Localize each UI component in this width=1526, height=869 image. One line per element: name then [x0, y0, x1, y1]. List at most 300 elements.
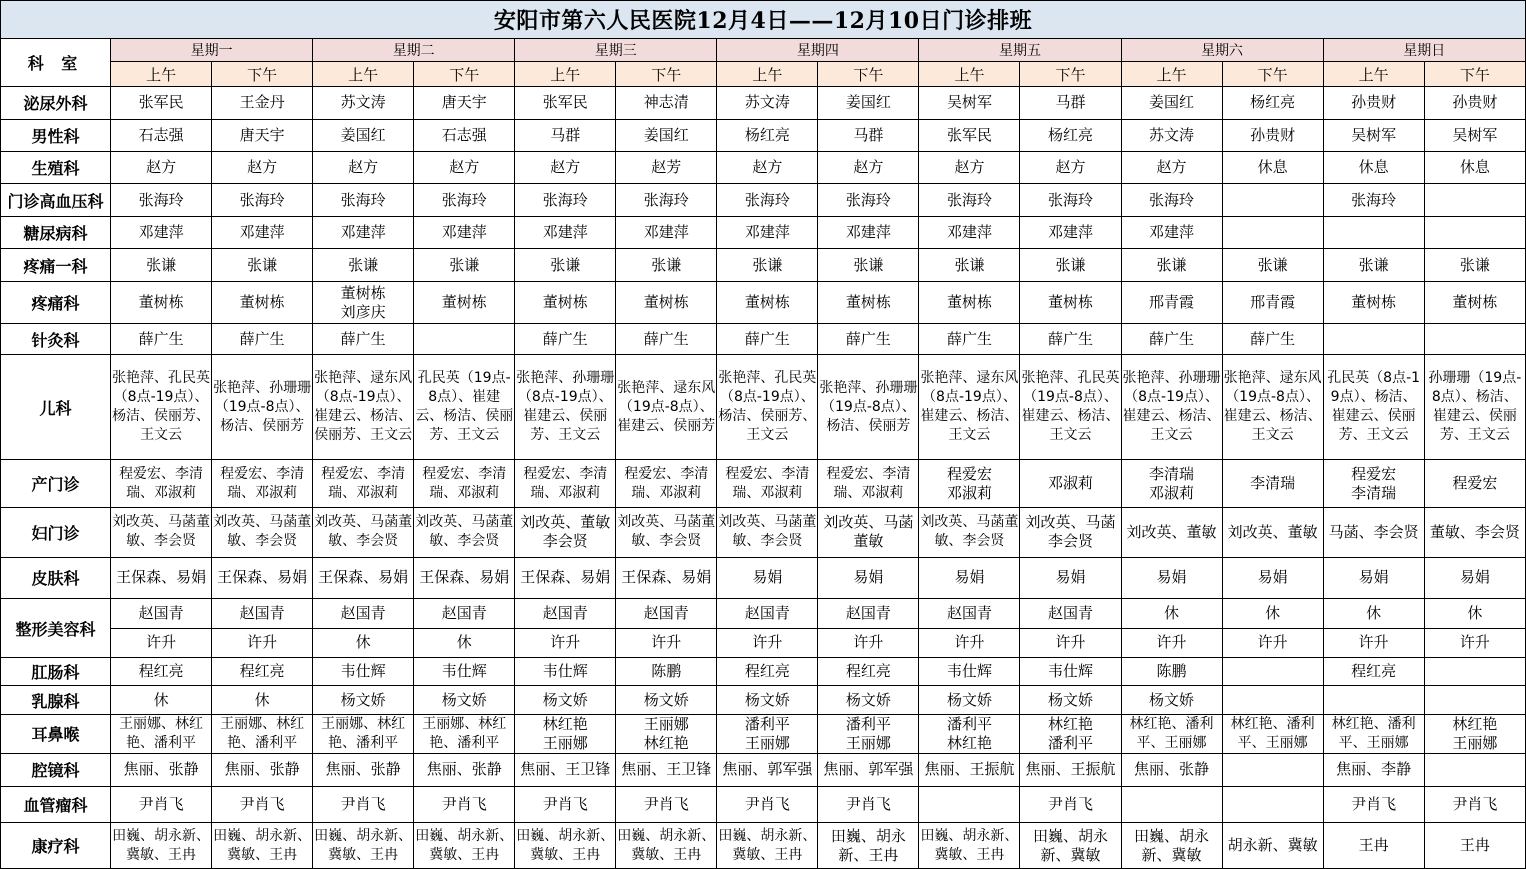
- schedule-cell: 薛广生: [111, 324, 212, 354]
- schedule-cell: 赵方: [111, 152, 212, 184]
- schedule-cell: [1424, 657, 1525, 685]
- schedule-cell: 张海玲: [515, 184, 616, 216]
- schedule-cell: 董树栋: [1020, 281, 1121, 324]
- schedule-cell: 赵方: [515, 152, 616, 184]
- am-header: 上午: [1121, 61, 1222, 86]
- schedule-cell: 程红亮: [818, 657, 919, 685]
- schedule-cell: 董树栋: [717, 281, 818, 324]
- schedule-cell: 许升: [212, 628, 313, 657]
- am-header: 上午: [919, 61, 1020, 86]
- title-row: [1, 1, 1526, 39]
- schedule-cell: 张海玲: [1020, 184, 1121, 216]
- schedule-cell: 邓建萍: [1121, 216, 1222, 248]
- schedule-cell: 薛广生: [919, 324, 1020, 354]
- schedule-cell: 邓建萍: [919, 216, 1020, 248]
- schedule-cell: 焦丽、王振航: [1020, 754, 1121, 786]
- schedule-cell: 潘利平 王丽娜: [818, 714, 919, 754]
- schedule-cell: 王金丹: [212, 87, 313, 119]
- schedule-cell: 姜国红: [313, 119, 414, 151]
- schedule-cell: 孔民英（19点-8点）、崔建云、杨洁、侯丽芳、王文云: [414, 354, 515, 459]
- schedule-cell: 许升: [515, 628, 616, 657]
- am-header: 上午: [717, 61, 818, 86]
- schedule-cell: [1424, 216, 1525, 248]
- schedule-cell: 焦丽、张静: [111, 754, 212, 786]
- schedule-cell: 许升: [1424, 628, 1525, 657]
- schedule-cell: 张艳萍、孙珊珊（19点-8点）、杨洁、侯丽芳: [212, 354, 313, 459]
- schedule-cell: 焦丽、王卫锋: [515, 754, 616, 786]
- am-header: 上午: [1323, 61, 1424, 86]
- schedule-cell: 尹肖飞: [818, 786, 919, 823]
- schedule-cell: 田巍、胡永新、冀敏、王冉: [212, 823, 313, 869]
- schedule-cell: [1323, 686, 1424, 714]
- schedule-cell: 张艳萍、逯东风（8点-19点）、崔建云、杨洁、侯丽芳、王文云: [313, 354, 414, 459]
- schedule-cell: 焦丽、郭军强: [818, 754, 919, 786]
- schedule-cell: 刘改英、马菡董敏、李会贤: [919, 507, 1020, 557]
- schedule-cell: 韦仕辉: [515, 657, 616, 685]
- schedule-cell: 易娟: [818, 557, 919, 599]
- day-header: 星期二: [313, 38, 515, 61]
- schedule-cell: 张谦: [616, 249, 717, 281]
- schedule-cell: 程爱宏: [1424, 460, 1525, 508]
- schedule-cell: 张军民: [111, 87, 212, 119]
- schedule-cell: 董树栋: [919, 281, 1020, 324]
- schedule-cell: 刘改英、董敏李会贤: [515, 507, 616, 557]
- schedule-cell: 焦丽、王卫锋: [616, 754, 717, 786]
- schedule-row: [1, 184, 1526, 216]
- schedule-cell: 姜国红: [616, 119, 717, 151]
- schedule-cell: 王丽娜、林红艳、潘利平: [313, 714, 414, 754]
- schedule-cell: 休: [414, 628, 515, 657]
- schedule-cell: 董树栋: [515, 281, 616, 324]
- schedule-cell: 韦仕辉: [1020, 657, 1121, 685]
- schedule-cell: 王丽娜、林红艳、潘利平: [111, 714, 212, 754]
- schedule-cell: 董树栋: [1323, 281, 1424, 324]
- schedule-row: [1, 786, 1526, 823]
- schedule-cell: 邓建萍: [717, 216, 818, 248]
- schedule-cell: 张艳萍、逯东风（19点-8点）、崔建云、杨洁、王文云: [1222, 354, 1323, 459]
- schedule-cell: 韦仕辉: [313, 657, 414, 685]
- schedule-cell: 程红亮: [717, 657, 818, 685]
- schedule-cell: 赵国青: [818, 599, 919, 628]
- schedule-cell: 薛广生: [515, 324, 616, 354]
- dept-name: 泌尿外科: [1, 87, 111, 119]
- dept-name: 腔镜科: [1, 754, 111, 786]
- schedule-cell: 王冉: [1424, 823, 1525, 869]
- schedule-cell: [1424, 754, 1525, 786]
- dept-name: 男性科: [1, 119, 111, 151]
- schedule-cell: 薛广生: [818, 324, 919, 354]
- schedule-cell: 程爱宏、李清瑞、邓淑莉: [717, 460, 818, 508]
- schedule-cell: 姜国红: [818, 87, 919, 119]
- schedule-row: [1, 628, 1526, 657]
- schedule-cell: 邓建萍: [111, 216, 212, 248]
- schedule-cell: [1222, 754, 1323, 786]
- schedule-cell: 焦丽、张静: [414, 754, 515, 786]
- day-header: 星期六: [1121, 38, 1323, 61]
- schedule-cell: 王丽娜、林红艳、潘利平: [414, 714, 515, 754]
- schedule-cell: 刘改英、马菡董敏、李会贤: [616, 507, 717, 557]
- schedule-cell: 程爱宏 李清瑞: [1323, 460, 1424, 508]
- schedule-cell: 田巍、胡永新、冀敏、王冉: [313, 823, 414, 869]
- schedule-cell: 尹肖飞: [1020, 786, 1121, 823]
- schedule-cell: 薛广生: [313, 324, 414, 354]
- schedule-cell: 休: [1424, 599, 1525, 628]
- schedule-row: [1, 119, 1526, 151]
- schedule-cell: 陈鹏: [1121, 657, 1222, 685]
- schedule-row: [1, 324, 1526, 354]
- schedule-cell: 张海玲: [717, 184, 818, 216]
- schedule-cell: 刘改英、马菡董敏、李会贤: [111, 507, 212, 557]
- schedule-cell: 许升: [1323, 628, 1424, 657]
- schedule-cell: 王保森、易娟: [313, 557, 414, 599]
- schedule-row: [1, 599, 1526, 628]
- schedule-cell: 孙珊珊（19点-8点）、杨洁、崔建云、侯丽芳、王文云: [1424, 354, 1525, 459]
- schedule-cell: 林红艳、潘利平、王丽娜: [1121, 714, 1222, 754]
- schedule-cell: 赵国青: [717, 599, 818, 628]
- schedule-cell: 赵国青: [212, 599, 313, 628]
- schedule-cell: 邓建萍: [313, 216, 414, 248]
- schedule-cell: [1222, 657, 1323, 685]
- schedule-cell: 田巍、胡永新、冀敏、王冉: [919, 823, 1020, 869]
- schedule-cell: [1222, 686, 1323, 714]
- schedule-row: [1, 460, 1526, 508]
- pm-header: 下午: [818, 61, 919, 86]
- schedule-cell: 邓建萍: [212, 216, 313, 248]
- am-header: 上午: [313, 61, 414, 86]
- schedule-cell: 石志强: [111, 119, 212, 151]
- schedule-cell: 张谦: [818, 249, 919, 281]
- schedule-cell: 马菡、李会贤: [1323, 507, 1424, 557]
- schedule-cell: 赵国青: [616, 599, 717, 628]
- schedule-cell: 孙贵财: [1424, 87, 1525, 119]
- schedule-cell: 赵芳: [616, 152, 717, 184]
- schedule-cell: 张海玲: [818, 184, 919, 216]
- schedule-cell: 张谦: [717, 249, 818, 281]
- schedule-cell: 杨文娇: [717, 686, 818, 714]
- schedule-cell: 韦仕辉: [414, 657, 515, 685]
- schedule-cell: 张海玲: [919, 184, 1020, 216]
- schedule-cell: 林红艳 潘利平: [1020, 714, 1121, 754]
- schedule-cell: 赵国青: [111, 599, 212, 628]
- schedule-cell: 杨文娇: [1121, 686, 1222, 714]
- schedule-cell: 董树栋: [616, 281, 717, 324]
- schedule-cell: 王保森、易娟: [111, 557, 212, 599]
- dept-name: 针灸科: [1, 324, 111, 354]
- schedule-cell: 尹肖飞: [1424, 786, 1525, 823]
- schedule-cell: 王丽娜 林红艳: [616, 714, 717, 754]
- schedule-cell: 张谦: [1020, 249, 1121, 281]
- schedule-cell: 尹肖飞: [414, 786, 515, 823]
- schedule-cell: 程爱宏、李清瑞、邓淑莉: [111, 460, 212, 508]
- schedule-cell: 邢青霞: [1222, 281, 1323, 324]
- schedule-cell: 唐天宇: [212, 119, 313, 151]
- schedule-row: [1, 507, 1526, 557]
- schedule-cell: 张谦: [1121, 249, 1222, 281]
- schedule-cell: 程爱宏、李清瑞、邓淑莉: [414, 460, 515, 508]
- schedule-row: [1, 686, 1526, 714]
- schedule-cell: 张艳萍、孙珊珊（8点-19点）、崔建云、杨洁、王文云: [1121, 354, 1222, 459]
- schedule-cell: 张谦: [414, 249, 515, 281]
- schedule-cell: 赵方: [212, 152, 313, 184]
- schedule-cell: 刘改英、马菡董敏: [818, 507, 919, 557]
- schedule-cell: 易娟: [717, 557, 818, 599]
- schedule-cell: 王保森、易娟: [414, 557, 515, 599]
- schedule-cell: 薛广生: [212, 324, 313, 354]
- schedule-cell: 张海玲: [1121, 184, 1222, 216]
- schedule-cell: 程红亮: [212, 657, 313, 685]
- schedule-cell: 张艳萍、孔民英（19点-8点）、崔建云、杨洁、王文云: [1020, 354, 1121, 459]
- schedule-cell: 休息: [1424, 152, 1525, 184]
- schedule-cell: 杨红亮: [717, 119, 818, 151]
- schedule-cell: 张海玲: [111, 184, 212, 216]
- schedule-cell: 休: [212, 686, 313, 714]
- schedule-row: [1, 754, 1526, 786]
- schedule-row: [1, 249, 1526, 281]
- schedule-cell: 赵国青: [313, 599, 414, 628]
- day-header: 星期五: [919, 38, 1121, 61]
- schedule-cell: 林红艳、潘利平、王丽娜: [1222, 714, 1323, 754]
- schedule-cell: [1424, 324, 1525, 354]
- dept-column-header: 科 室: [1, 38, 111, 87]
- schedule-cell: 田巍、胡永新、冀敏: [1020, 823, 1121, 869]
- pm-header: 下午: [616, 61, 717, 86]
- pm-header: 下午: [1424, 61, 1525, 86]
- schedule-cell: 赵国青: [1020, 599, 1121, 628]
- schedule-cell: 许升: [1121, 628, 1222, 657]
- schedule-cell: 邓建萍: [1020, 216, 1121, 248]
- schedule-cell: 邓建萍: [616, 216, 717, 248]
- schedule-cell: 姜国红: [1121, 87, 1222, 119]
- schedule-cell: 杨文娇: [414, 686, 515, 714]
- schedule-cell: 马群: [515, 119, 616, 151]
- schedule-cell: 田巍、胡永新、冀敏、王冉: [414, 823, 515, 869]
- schedule-cell: 尹肖飞: [1323, 786, 1424, 823]
- schedule-cell: 林红艳 王丽娜: [1424, 714, 1525, 754]
- schedule-cell: 刘改英、马菡李会贤: [1020, 507, 1121, 557]
- schedule-cell: 尹肖飞: [111, 786, 212, 823]
- schedule-cell: 董树栋: [1424, 281, 1525, 324]
- schedule-cell: 赵方: [313, 152, 414, 184]
- schedule-cell: [1424, 184, 1525, 216]
- schedule-cell: 杨文娇: [313, 686, 414, 714]
- schedule-cell: 孙贵财: [1323, 87, 1424, 119]
- schedule-cell: 刘改英、董敏: [1121, 507, 1222, 557]
- day-header-row: [1, 38, 1526, 61]
- half-day-header-row: [1, 61, 1526, 86]
- schedule-row: [1, 87, 1526, 119]
- day-header: 星期日: [1323, 38, 1525, 61]
- schedule-cell: 张谦: [515, 249, 616, 281]
- schedule-cell: 程爱宏、李清瑞、邓淑莉: [616, 460, 717, 508]
- schedule-cell: 许升: [1020, 628, 1121, 657]
- schedule-cell: 程爱宏、李清瑞、邓淑莉: [818, 460, 919, 508]
- schedule-cell: 尹肖飞: [313, 786, 414, 823]
- schedule-cell: [1121, 786, 1222, 823]
- page-title: 安阳市第六人民医院12月4日——12月10日门诊排班: [1, 1, 1526, 39]
- schedule-row: [1, 281, 1526, 324]
- schedule-cell: 杨红亮: [1222, 87, 1323, 119]
- schedule-cell: [1222, 786, 1323, 823]
- schedule-cell: 尹肖飞: [616, 786, 717, 823]
- schedule-cell: 邢青霞: [1121, 281, 1222, 324]
- schedule-cell: 张谦: [1323, 249, 1424, 281]
- schedule-cell: 张谦: [919, 249, 1020, 281]
- schedule-cell: 田巍、胡永新、冀敏、王冉: [111, 823, 212, 869]
- schedule-cell: 张艳萍、逯东风（19点-8点）、崔建云、侯丽芳: [616, 354, 717, 459]
- schedule-cell: 赵方: [414, 152, 515, 184]
- dept-name: 康疗科: [1, 823, 111, 869]
- schedule-cell: 休息: [1222, 152, 1323, 184]
- schedule-cell: 石志强: [414, 119, 515, 151]
- schedule-cell: 尹肖飞: [212, 786, 313, 823]
- schedule-cell: 许升: [1222, 628, 1323, 657]
- dept-name: 耳鼻喉: [1, 714, 111, 754]
- schedule-cell: 刘改英、马菡董敏、李会贤: [212, 507, 313, 557]
- day-header: 星期一: [111, 38, 313, 61]
- schedule-row: [1, 216, 1526, 248]
- schedule-cell: 张海玲: [212, 184, 313, 216]
- schedule-cell: 唐天宇: [414, 87, 515, 119]
- schedule-cell: 吴树军: [1424, 119, 1525, 151]
- schedule-cell: 胡永新、冀敏: [1222, 823, 1323, 869]
- schedule-cell: 林红艳 王丽娜: [515, 714, 616, 754]
- dept-name: 疼痛科: [1, 281, 111, 324]
- schedule-cell: 许升: [919, 628, 1020, 657]
- schedule-cell: 田巍、胡永新、冀敏: [1121, 823, 1222, 869]
- schedule-cell: 张艳萍、孙珊珊（8点-19点）、崔建云、侯丽芳、王文云: [515, 354, 616, 459]
- schedule-cell: 休息: [1323, 152, 1424, 184]
- schedule-row: [1, 354, 1526, 459]
- schedule-cell: 王冉: [1323, 823, 1424, 869]
- schedule-cell: 许升: [717, 628, 818, 657]
- schedule-cell: 董树栋: [414, 281, 515, 324]
- schedule-cell: 焦丽、张静: [1121, 754, 1222, 786]
- schedule-cell: 焦丽、王振航: [919, 754, 1020, 786]
- schedule-cell: 易娟: [1424, 557, 1525, 599]
- schedule-cell: 潘利平 林红艳: [919, 714, 1020, 754]
- schedule-cell: 赵方: [919, 152, 1020, 184]
- schedule-cell: 马群: [818, 119, 919, 151]
- schedule-cell: [1222, 216, 1323, 248]
- schedule-cell: 焦丽、李静: [1323, 754, 1424, 786]
- dept-name: 妇门诊: [1, 507, 111, 557]
- schedule-cell: 吴树军: [919, 87, 1020, 119]
- dept-name: 血管瘤科: [1, 786, 111, 823]
- schedule-cell: [1323, 216, 1424, 248]
- schedule-cell: 林红艳、潘利平、王丽娜: [1323, 714, 1424, 754]
- schedule-cell: 邓建萍: [515, 216, 616, 248]
- schedule-cell: 张军民: [919, 119, 1020, 151]
- schedule-cell: 刘改英、董敏: [1222, 507, 1323, 557]
- schedule-cell: 程红亮: [111, 657, 212, 685]
- schedule-cell: [1222, 184, 1323, 216]
- schedule-cell: 王保森、易娟: [212, 557, 313, 599]
- schedule-cell: 吴树军: [1323, 119, 1424, 151]
- schedule-cell: 薛广生: [1020, 324, 1121, 354]
- schedule-cell: 易娟: [1323, 557, 1424, 599]
- schedule-cell: 许升: [616, 628, 717, 657]
- schedule-cell: 刘改英、马菡董敏、李会贤: [717, 507, 818, 557]
- schedule-cell: 田巍、胡永新、王冉: [818, 823, 919, 869]
- schedule-cell: 张艳萍、孔民英（8点-19点）、杨洁、侯丽芳、王文云: [717, 354, 818, 459]
- schedule-cell: 邓淑莉: [1020, 460, 1121, 508]
- schedule-row: [1, 823, 1526, 869]
- schedule-cell: 杨文娇: [818, 686, 919, 714]
- schedule-cell: 王丽娜、林红艳、潘利平: [212, 714, 313, 754]
- schedule-cell: 杨文娇: [616, 686, 717, 714]
- schedule-cell: 尹肖飞: [515, 786, 616, 823]
- schedule-cell: 赵方: [1020, 152, 1121, 184]
- schedule-cell: 张艳萍、逯东风（8点-19点）、崔建云、杨洁、王文云: [919, 354, 1020, 459]
- schedule-cell: 张谦: [111, 249, 212, 281]
- schedule-cell: 赵方: [1121, 152, 1222, 184]
- pm-header: 下午: [212, 61, 313, 86]
- schedule-row: [1, 557, 1526, 599]
- schedule-cell: 陈鹏: [616, 657, 717, 685]
- schedule-cell: 程爱宏、李清瑞、邓淑莉: [313, 460, 414, 508]
- schedule-cell: 神志清: [616, 87, 717, 119]
- schedule-cell: 孙贵财: [1222, 119, 1323, 151]
- pm-header: 下午: [1020, 61, 1121, 86]
- schedule-cell: 张谦: [1222, 249, 1323, 281]
- schedule-cell: 杨文娇: [1020, 686, 1121, 714]
- schedule-cell: 杨文娇: [919, 686, 1020, 714]
- pm-header: 下午: [414, 61, 515, 86]
- dept-name: 肛肠科: [1, 657, 111, 685]
- schedule-cell: 薛广生: [1121, 324, 1222, 354]
- schedule-cell: 张谦: [1424, 249, 1525, 281]
- schedule-cell: 邓建萍: [818, 216, 919, 248]
- schedule-cell: 苏文涛: [1121, 119, 1222, 151]
- schedule-cell: 薛广生: [1222, 324, 1323, 354]
- schedule-cell: 休: [1222, 599, 1323, 628]
- schedule-cell: 苏文涛: [313, 87, 414, 119]
- schedule-cell: 休: [1323, 599, 1424, 628]
- schedule-cell: 程爱宏、李清瑞、邓淑莉: [515, 460, 616, 508]
- schedule-cell: 休: [111, 686, 212, 714]
- schedule-cell: 程红亮: [1323, 657, 1424, 685]
- schedule-cell: 张海玲: [313, 184, 414, 216]
- schedule-cell: 尹肖飞: [717, 786, 818, 823]
- dept-name: 生殖科: [1, 152, 111, 184]
- schedule-cell: 赵国青: [414, 599, 515, 628]
- schedule-cell: [919, 786, 1020, 823]
- schedule-cell: 张海玲: [616, 184, 717, 216]
- schedule-cell: 赵方: [818, 152, 919, 184]
- schedule-cell: 赵方: [717, 152, 818, 184]
- schedule-cell: 薛广生: [616, 324, 717, 354]
- schedule-cell: 薛广生: [717, 324, 818, 354]
- schedule-cell: 休: [313, 628, 414, 657]
- schedule-cell: 张军民: [515, 87, 616, 119]
- schedule-cell: 李清瑞 邓淑莉: [1121, 460, 1222, 508]
- schedule-cell: 董树栋: [212, 281, 313, 324]
- schedule-cell: 董树栋: [111, 281, 212, 324]
- schedule-cell: 苏文涛: [717, 87, 818, 119]
- schedule-cell: 邓建萍: [414, 216, 515, 248]
- schedule-cell: 赵国青: [919, 599, 1020, 628]
- schedule-cell: 韦仕辉: [919, 657, 1020, 685]
- schedule-cell: 张海玲: [1323, 184, 1424, 216]
- dept-name: 儿科: [1, 354, 111, 459]
- dept-name: 乳腺科: [1, 686, 111, 714]
- schedule-cell: 李清瑞: [1222, 460, 1323, 508]
- schedule-cell: 许升: [818, 628, 919, 657]
- schedule-cell: 马群: [1020, 87, 1121, 119]
- schedule-cell: 杨文娇: [515, 686, 616, 714]
- schedule-cell: 张艳萍、孙珊珊（19点-8点）、杨洁、侯丽芳: [818, 354, 919, 459]
- schedule-cell: 王保森、易娟: [515, 557, 616, 599]
